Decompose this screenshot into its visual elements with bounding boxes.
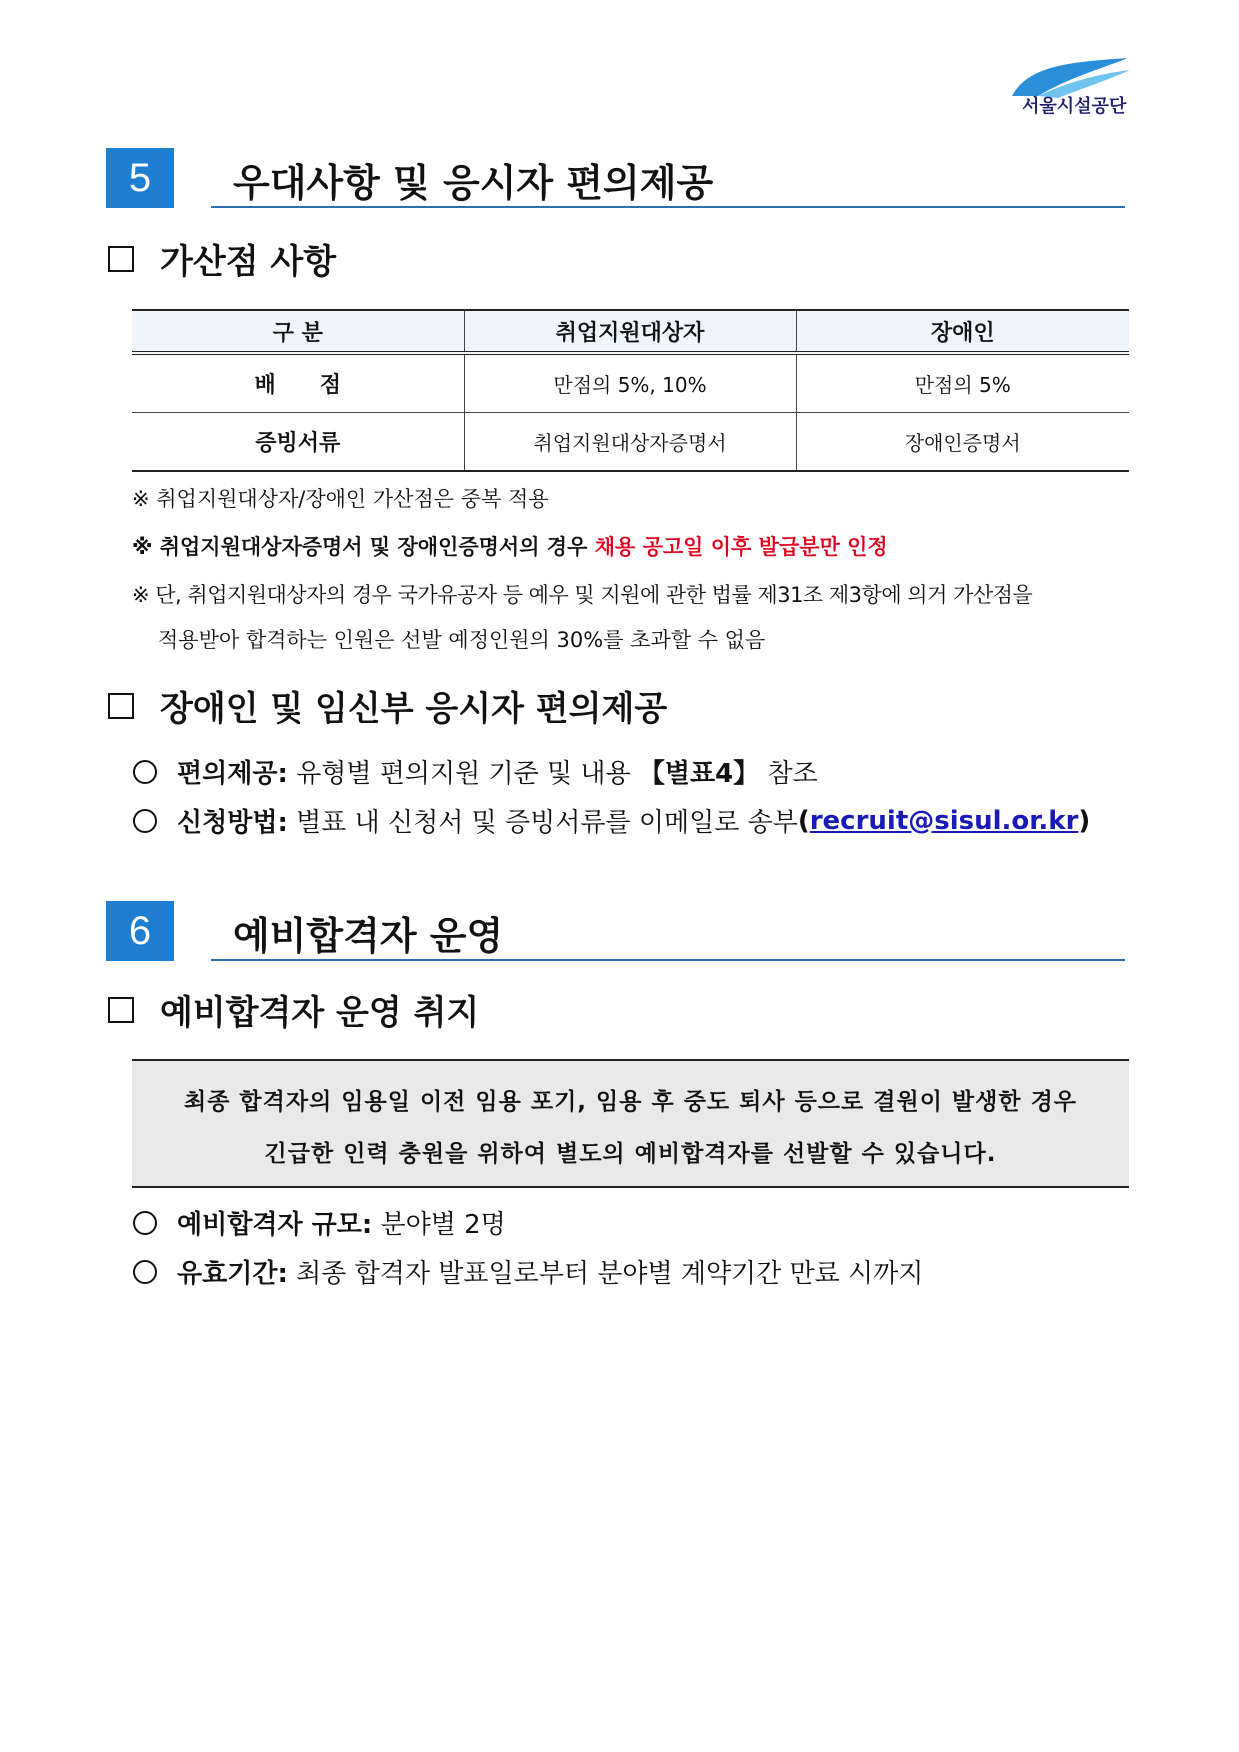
table-row bbox=[132, 413, 1129, 472]
table-cell: 취업지원대상자증명서 bbox=[464, 413, 796, 472]
section-title-5: 우대사항 및 응시자 편의제공 bbox=[233, 161, 714, 205]
paren-open: ( bbox=[797, 805, 810, 836]
reserve-heading bbox=[108, 985, 479, 1034]
table-header-cell: 구 분 bbox=[132, 310, 464, 353]
bullet-circle-icon bbox=[133, 1211, 157, 1235]
logo-text: 서울시설공단 bbox=[1022, 96, 1127, 117]
table-header-row bbox=[132, 310, 1129, 353]
row-header-cell: 배 점 bbox=[132, 353, 464, 413]
convenience-item-1 bbox=[133, 753, 818, 790]
checkbox-square-icon bbox=[108, 246, 134, 272]
item-label: 유효기간: bbox=[177, 1259, 288, 1289]
item-label: 편의제공: bbox=[177, 759, 288, 789]
convenience-heading-text: 장애인 및 임신부 응시자 편의제공 bbox=[160, 689, 668, 729]
note-limit-line1: ※ 단, 취업지원대상자의 경우 국가유공자 등 예우 및 지원에 관한 법률 제31조 제3항에 의거 가산점을 bbox=[132, 583, 1033, 607]
item-tail: 참조 bbox=[759, 759, 818, 789]
section-title-6: 예비합격자 운영 bbox=[233, 914, 504, 958]
table-header-cell: 취업지원대상자 bbox=[464, 310, 796, 353]
note-limit-line2: 적용받아 합격하는 인원은 선발 예정인원의 30%를 초과할 수 없음 bbox=[158, 628, 766, 652]
note-certificate-date bbox=[132, 531, 888, 561]
bullet-circle-icon bbox=[133, 1260, 157, 1284]
note-certificate-red: 채용 공고일 이후 발급분만 인정 bbox=[594, 535, 888, 559]
section-number-6: 6 bbox=[106, 901, 174, 961]
convenience-item-2 bbox=[133, 802, 1090, 839]
section-underline-6 bbox=[211, 959, 1125, 961]
item-ref: 【별표4】 bbox=[638, 759, 760, 789]
item-text: 최종 합격자 발표일로부터 분야별 계약기간 만료 시까지 bbox=[287, 1259, 924, 1289]
convenience-heading bbox=[108, 681, 667, 730]
paren-close: ) bbox=[1078, 805, 1091, 836]
note-certificate-bold: ※ 취업지원대상자증명서 및 장애인증명서의 경우 bbox=[132, 535, 595, 559]
bullet-circle-icon bbox=[133, 809, 157, 833]
reserve-purpose-box bbox=[132, 1059, 1129, 1188]
section-underline-5 bbox=[211, 206, 1125, 208]
reserve-item-2 bbox=[133, 1253, 923, 1290]
box-line-2: 긴급한 인력 충원을 위하여 별도의 예비합격자를 선발할 수 있습니다. bbox=[264, 1141, 997, 1167]
table-header-cell: 장애인 bbox=[796, 310, 1129, 353]
item-text: 별표 내 신청서 및 증빙서류를 이메일로 송부 bbox=[287, 808, 798, 838]
item-label: 신청방법: bbox=[177, 808, 288, 838]
note-duplicate-apply: ※ 취업지원대상자/장애인 가산점은 중복 적용 bbox=[132, 487, 549, 511]
table-row bbox=[132, 353, 1129, 413]
reserve-heading-text: 예비합격자 운영 취지 bbox=[160, 993, 480, 1033]
item-text: 분야별 2명 bbox=[372, 1210, 506, 1240]
table-cell: 장애인증명서 bbox=[796, 413, 1129, 472]
item-text: 유형별 편의지원 기준 및 내용 bbox=[287, 759, 639, 789]
section-number-5: 5 bbox=[106, 148, 174, 208]
bonus-points-table bbox=[132, 309, 1129, 472]
table-cell: 만점의 5% bbox=[796, 353, 1129, 413]
box-line-1: 최종 합격자의 임용일 이전 임용 포기, 임용 후 중도 퇴사 등으로 결원이 발생한 경우 bbox=[183, 1089, 1078, 1115]
reserve-item-1 bbox=[133, 1204, 506, 1241]
seoul-sisul-logo bbox=[1008, 56, 1138, 126]
checkbox-square-icon bbox=[108, 997, 134, 1023]
table-cell: 만점의 5%, 10% bbox=[464, 353, 796, 413]
row-header-cell: 증빙서류 bbox=[132, 413, 464, 472]
checkbox-square-icon bbox=[108, 693, 134, 719]
bullet-circle-icon bbox=[133, 760, 157, 784]
email-link[interactable]: recruit@sisul.or.kr bbox=[809, 805, 1079, 836]
bonus-heading-text: 가산점 사항 bbox=[160, 242, 337, 282]
item-label: 예비합격자 규모: bbox=[177, 1210, 373, 1240]
bonus-heading bbox=[108, 234, 336, 283]
